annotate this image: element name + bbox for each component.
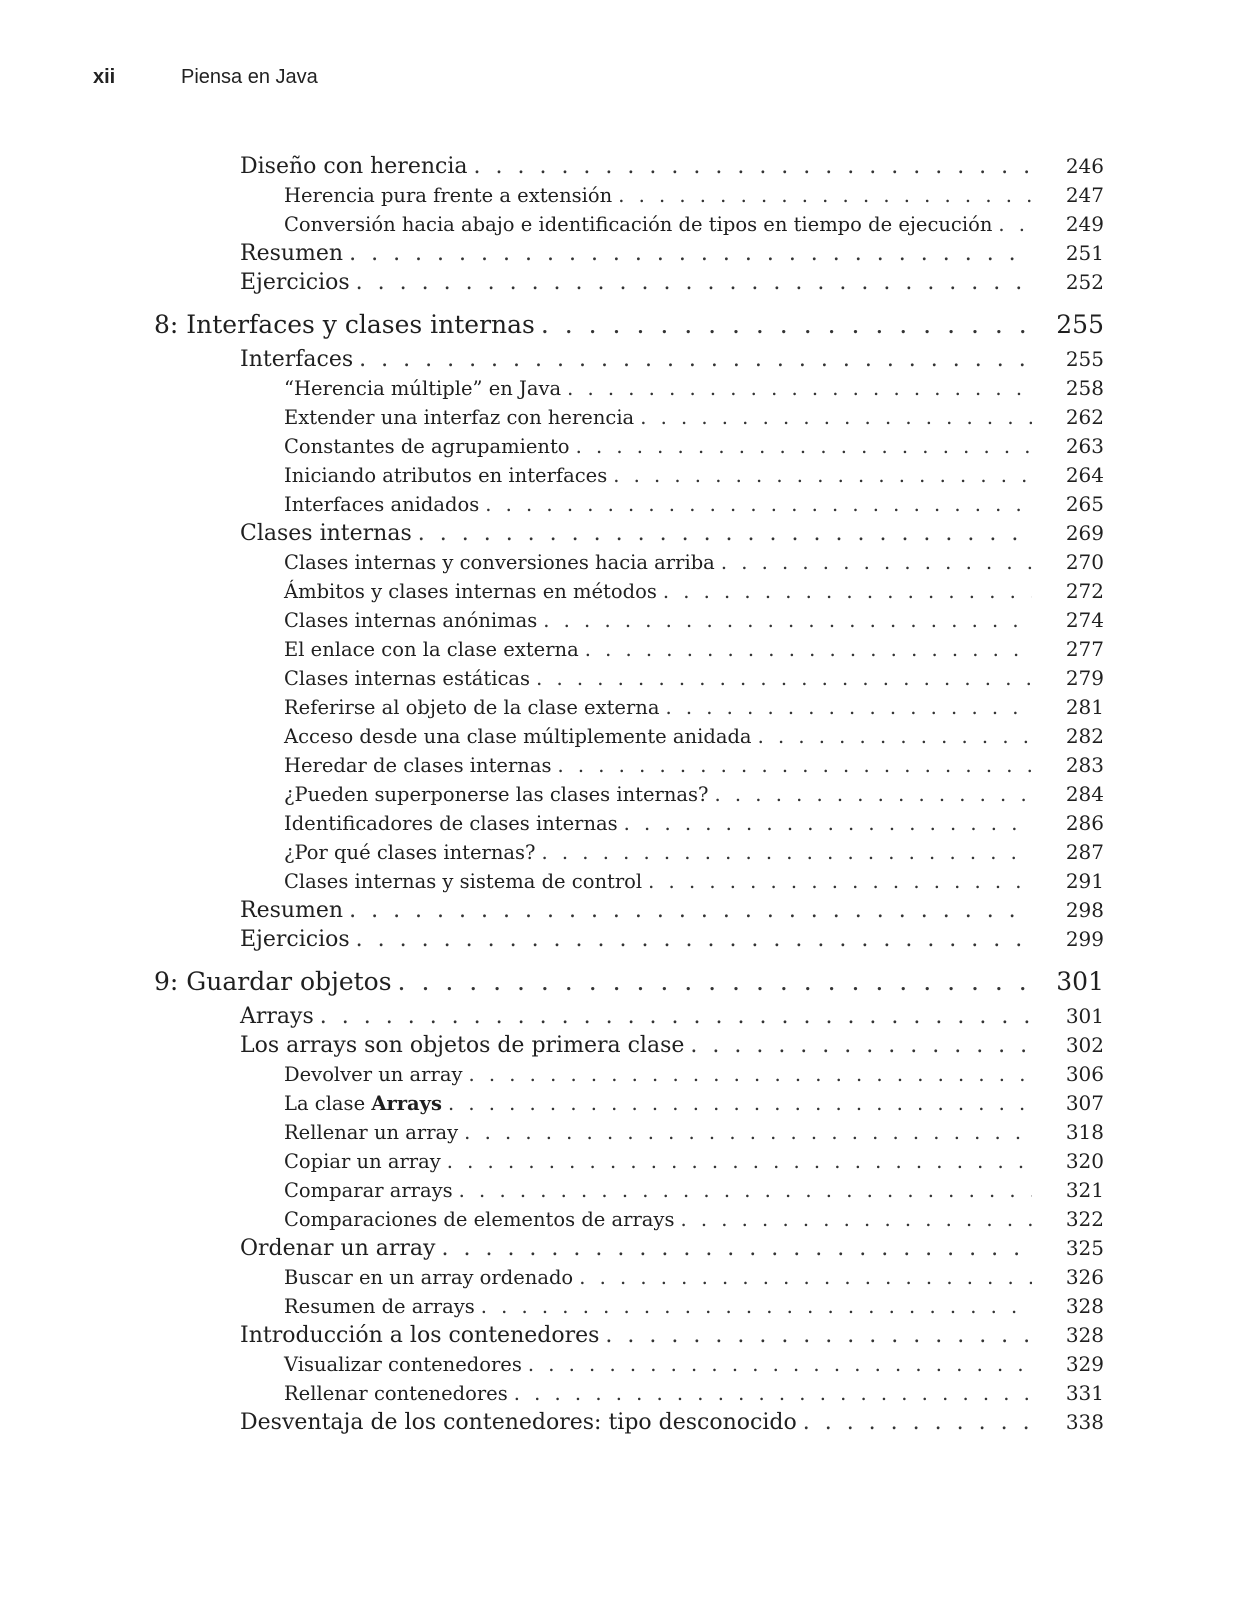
toc-entry-page: 247 (1065, 183, 1104, 207)
dot-leader (528, 1350, 1032, 1379)
toc-section-entry[interactable] (0, 152, 1250, 181)
toc-subsection-entry[interactable] (0, 403, 1250, 432)
toc-entry-title-prefix: La clase (284, 1092, 372, 1115)
dot-leader (464, 1118, 1032, 1147)
dot-leader (663, 577, 1032, 606)
toc-subsection-entry[interactable] (0, 1176, 1250, 1205)
page-number: xii (93, 66, 116, 88)
dot-leader (567, 374, 1032, 403)
toc-subsection-entry[interactable] (0, 635, 1250, 664)
toc-entry-page: 262 (1065, 405, 1104, 429)
toc-entry-page: 291 (1065, 869, 1104, 893)
dot-leader (541, 305, 1032, 345)
toc-entry-title: Constantes de agrupamiento (284, 435, 570, 458)
dot-leader (576, 432, 1032, 461)
toc-entry-title: Iniciando atributos en interfaces (284, 464, 608, 487)
toc-entry-page: 251 (1065, 241, 1104, 265)
toc-entry-title: Clases internas y sistema de control (284, 870, 643, 893)
dot-leader (349, 239, 1032, 268)
toc-entry-page: 318 (1065, 1120, 1104, 1144)
toc-entry-page: 338 (1065, 1410, 1104, 1434)
book-title: Piensa en Java (181, 66, 318, 88)
dot-leader (585, 635, 1032, 664)
dot-leader (474, 152, 1033, 181)
toc-subsection-entry[interactable] (0, 548, 1250, 577)
toc-entry-title: “Herencia múltiple” en Java (284, 377, 562, 400)
toc-entry-title: Copiar un array (284, 1150, 441, 1173)
toc-entry-page: 286 (1065, 811, 1104, 835)
running-header (93, 66, 318, 89)
toc-entry-title: Comparaciones de elementos de arrays (284, 1208, 675, 1231)
toc-entry-title: Desventaja de los contenedores: tipo desconocido (240, 1410, 797, 1435)
toc-entry-page: 287 (1065, 840, 1104, 864)
toc-entry-title: Ejercicios (240, 927, 350, 952)
toc-section-entry[interactable] (0, 1234, 1250, 1263)
toc-subsection-entry[interactable] (0, 210, 1250, 239)
dot-leader (640, 403, 1032, 432)
toc-chapter-entry[interactable] (0, 305, 1250, 345)
toc-section-entry[interactable] (0, 519, 1250, 548)
dot-leader (624, 809, 1032, 838)
toc-entry-title: Devolver un array (284, 1063, 463, 1086)
dot-leader (998, 210, 1032, 239)
toc-entry-title: 9: Guardar objetos (154, 967, 392, 996)
toc-entry-title (284, 1089, 442, 1118)
toc-entry-page: 331 (1065, 1381, 1104, 1405)
toc-entry-page: 269 (1065, 521, 1104, 545)
dot-leader (605, 1321, 1032, 1350)
toc-subsection-entry[interactable] (0, 490, 1250, 519)
dot-leader (356, 925, 1032, 954)
toc-entry-page: 255 (1056, 310, 1104, 339)
toc-subsection-entry[interactable] (0, 751, 1250, 780)
toc-entry-title: Rellenar contenedores (284, 1382, 508, 1405)
toc-entry-title: Ordenar un array (240, 1236, 436, 1261)
toc-subsection-entry[interactable] (0, 867, 1250, 896)
toc-entry-page: 283 (1065, 753, 1104, 777)
toc-entry-title: Rellenar un array (284, 1121, 459, 1144)
toc-chapter-entry[interactable] (0, 962, 1250, 1002)
dot-leader (579, 1263, 1032, 1292)
toc-entry-page: 301 (1065, 1004, 1104, 1028)
toc-entry-page: 277 (1065, 637, 1104, 661)
toc-entry-title: ¿Por qué clases internas? (284, 841, 536, 864)
toc-entry-title: Acceso desde una clase múltiplemente anidada (284, 725, 752, 748)
toc-entry-page: 255 (1065, 347, 1104, 371)
dot-leader (721, 548, 1032, 577)
dot-leader (536, 664, 1032, 693)
toc-section-entry[interactable] (0, 925, 1250, 954)
toc-entry-title: Conversión hacia abajo e identificación de tipos en tiempo de ejecución (284, 213, 993, 236)
toc-section-entry[interactable] (0, 1002, 1250, 1031)
toc-entry-page: 258 (1065, 376, 1104, 400)
toc-subsection-entry[interactable] (0, 577, 1250, 606)
toc-entry-title: Identificadores de clases internas (284, 812, 618, 835)
toc-entry-title: 8: Interfaces y clases internas (154, 310, 535, 339)
dot-leader (448, 1089, 1032, 1118)
table-of-contents (0, 152, 1250, 1437)
dot-leader (543, 606, 1032, 635)
toc-entry-page: 272 (1065, 579, 1104, 603)
dot-leader (514, 1379, 1032, 1408)
dot-leader (715, 780, 1033, 809)
dot-leader (459, 1176, 1032, 1205)
dot-leader (447, 1147, 1032, 1176)
toc-entry-title: Ejercicios (240, 270, 350, 295)
toc-entry-title: Resumen (240, 898, 344, 923)
toc-entry-title: Los arrays son objetos de primera clase (240, 1033, 685, 1058)
toc-subsection-entry[interactable] (0, 181, 1250, 210)
toc-entry-title: Referirse al objeto de la clase externa (284, 696, 660, 719)
toc-subsection-entry[interactable] (0, 374, 1250, 403)
toc-subsection-entry[interactable] (0, 1263, 1250, 1292)
dot-leader (359, 345, 1032, 374)
toc-entry-page: 281 (1065, 695, 1104, 719)
toc-entry-page: 263 (1065, 434, 1104, 458)
dot-leader (398, 962, 1032, 1002)
toc-entry-title: Interfaces (240, 347, 354, 372)
toc-subsection-entry[interactable] (0, 1147, 1250, 1176)
dot-leader (680, 1205, 1032, 1234)
dot-leader (690, 1031, 1032, 1060)
toc-section-entry[interactable] (0, 1321, 1250, 1350)
toc-subsection-entry[interactable] (0, 1060, 1250, 1089)
toc-entry-page: 299 (1065, 927, 1104, 951)
dot-leader (356, 268, 1032, 297)
toc-entry-page: 325 (1065, 1236, 1104, 1260)
toc-subsection-entry[interactable] (0, 722, 1250, 751)
toc-entry-title: Extender una interfaz con herencia (284, 406, 635, 429)
toc-section-entry[interactable] (0, 239, 1250, 268)
toc-subsection-entry[interactable] (0, 1089, 1250, 1118)
toc-entry-page: 252 (1065, 270, 1104, 294)
toc-subsection-entry[interactable] (0, 693, 1250, 722)
toc-subsection-entry[interactable] (0, 1379, 1250, 1408)
dot-leader (542, 838, 1032, 867)
dot-leader (648, 867, 1032, 896)
toc-subsection-entry[interactable] (0, 838, 1250, 867)
toc-subsection-entry[interactable] (0, 432, 1250, 461)
toc-subsection-entry[interactable] (0, 1118, 1250, 1147)
toc-entry-title: Clases internas y conversiones hacia arriba (284, 551, 715, 574)
toc-entry-page: 279 (1065, 666, 1104, 690)
toc-entry-title-bold: Arrays (371, 1092, 442, 1115)
toc-section-entry[interactable] (0, 345, 1250, 374)
toc-entry-title: Resumen (240, 241, 344, 266)
toc-entry-page: 307 (1065, 1091, 1104, 1115)
dot-leader (320, 1002, 1032, 1031)
toc-entry-title: Visualizar contenedores (284, 1353, 522, 1376)
dot-leader (485, 490, 1032, 519)
toc-subsection-entry[interactable] (0, 606, 1250, 635)
toc-entry-page: 282 (1065, 724, 1104, 748)
dot-leader (557, 751, 1032, 780)
toc-subsection-entry[interactable] (0, 1292, 1250, 1321)
dot-leader (613, 461, 1032, 490)
toc-entry-page: 306 (1065, 1062, 1104, 1086)
dot-leader (803, 1408, 1032, 1437)
toc-entry-title: El enlace con la clase externa (284, 638, 579, 661)
dot-leader (481, 1292, 1032, 1321)
dot-leader (349, 896, 1032, 925)
toc-section-entry[interactable] (0, 1408, 1250, 1437)
toc-entry-page: 301 (1056, 967, 1104, 996)
toc-entry-title: Herencia pura frente a extensión (284, 184, 613, 207)
toc-section-entry[interactable] (0, 268, 1250, 297)
toc-entry-page: 320 (1065, 1149, 1104, 1173)
dot-leader (618, 181, 1032, 210)
toc-entry-page: 328 (1065, 1294, 1104, 1318)
dot-leader (758, 722, 1032, 751)
toc-entry-page: 329 (1065, 1352, 1104, 1376)
toc-entry-title: Buscar en un array ordenado (284, 1266, 574, 1289)
dot-leader (665, 693, 1032, 722)
toc-entry-page: 322 (1065, 1207, 1104, 1231)
toc-entry-title: Arrays (240, 1004, 314, 1029)
toc-entry-page: 326 (1065, 1265, 1104, 1289)
toc-entry-title: Clases internas estáticas (284, 667, 531, 690)
toc-entry-title: Introducción a los contenedores (240, 1323, 600, 1348)
toc-entry-title: Interfaces anidados (284, 493, 480, 516)
toc-entry-page: 270 (1065, 550, 1104, 574)
toc-subsection-entry[interactable] (0, 1205, 1250, 1234)
toc-entry-page: 328 (1065, 1323, 1104, 1347)
toc-subsection-entry[interactable] (0, 780, 1250, 809)
toc-entry-title: ¿Pueden superponerse las clases internas? (284, 783, 709, 806)
dot-leader (418, 519, 1032, 548)
toc-section-entry[interactable] (0, 896, 1250, 925)
toc-entry-page: 274 (1065, 608, 1104, 632)
toc-entry-title: Clases internas (240, 521, 412, 546)
toc-entry-page: 246 (1065, 154, 1104, 178)
toc-entry-title: Clases internas anónimas (284, 609, 538, 632)
dot-leader (441, 1234, 1032, 1263)
toc-subsection-entry[interactable] (0, 664, 1250, 693)
toc-subsection-entry[interactable] (0, 461, 1250, 490)
toc-subsection-entry[interactable] (0, 1350, 1250, 1379)
toc-entry-page: 321 (1065, 1178, 1104, 1202)
toc-entry-title: Ámbitos y clases internas en métodos (284, 580, 657, 603)
dot-leader (468, 1060, 1032, 1089)
toc-entry-page: 249 (1065, 212, 1104, 236)
toc-entry-page: 284 (1065, 782, 1104, 806)
toc-entry-title: Heredar de clases internas (284, 754, 552, 777)
toc-entry-title: Resumen de arrays (284, 1295, 475, 1318)
toc-entry-page: 264 (1065, 463, 1104, 487)
toc-entry-title: Diseño con herencia (240, 154, 468, 179)
toc-entry-title: Comparar arrays (284, 1179, 453, 1202)
toc-entry-page: 265 (1065, 492, 1104, 516)
toc-entry-page: 302 (1065, 1033, 1104, 1057)
toc-section-entry[interactable] (0, 1031, 1250, 1060)
toc-entry-page: 298 (1065, 898, 1104, 922)
toc-subsection-entry[interactable] (0, 809, 1250, 838)
